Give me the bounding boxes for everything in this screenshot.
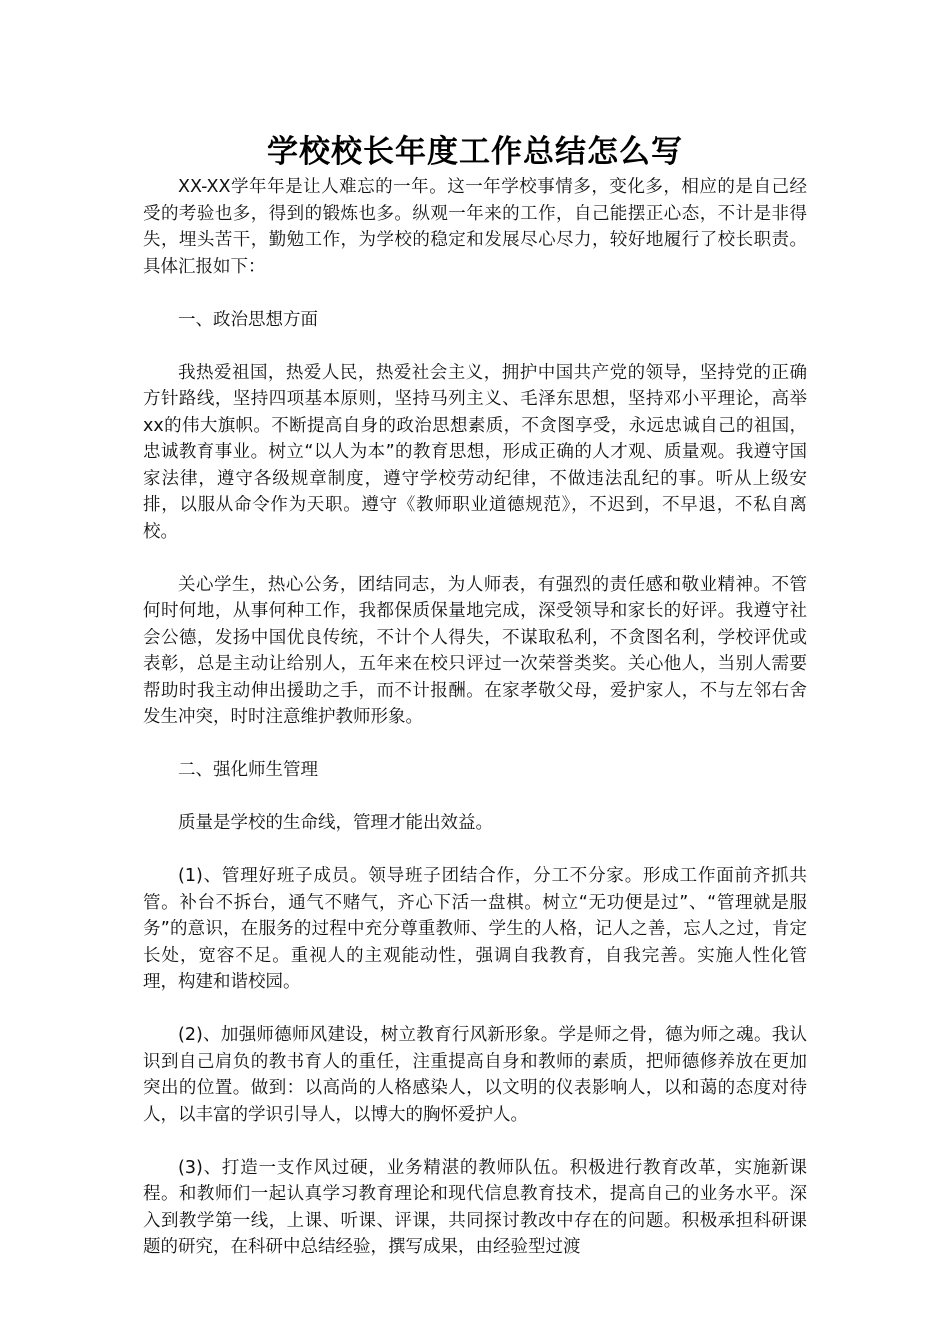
intro-paragraph: XX-XX学年年是让人难忘的一年。这一年学校事情多，变化多，相应的是自己经受的考验也多，得到的锻炼也多。纵观一年来的工作，自己能摆正心态，不计是非得失，埋头苦干，勤勉工作，为学校的稳定和发展尽心尽力，较好地履行了校长职责。具体汇报如下： bbox=[143, 177, 807, 277]
paragraph-spacer bbox=[143, 333, 807, 360]
document-body bbox=[143, 174, 807, 1261]
management-item-2: (2)、加强师德师风建设，树立教育行风新形象。学是师之骨，德为师之魂。我认识到自己肩负的教书育人的重任，注重提高自身和教师的素质，把师德修养放在更加突出的位置。做到：以高尚的人格感染人，以文明的仪表影响人，以和蔼的态度对待人，以丰富的学识引导人，以博大的胸怀爱护人。 bbox=[143, 1025, 807, 1125]
document-title: 学校校长年度工作总结怎么写 bbox=[267, 134, 683, 170]
paragraph-spacer bbox=[143, 1128, 807, 1155]
management-item-1: (1)、管理好班子成员。领导班子团结合作，分工不分家。形成工作面前齐抓共管。补台不拆台，通气不赌气，齐心下活一盘棋。树立“无功便是过”、“管理就是服务”的意识，在服务的过程中充分尊重教师、学生的人格，记人之善，忘人之过，肯定长处，宽容不足。重视人的主观能动性，强调自我教育，自我完善。实施人性化管理，构建和谐校园。 bbox=[143, 866, 807, 992]
section-heading-politics: 一、政治思想方面 bbox=[178, 309, 318, 330]
section-heading-management: 二、强化师生管理 bbox=[178, 760, 318, 780]
paragraph-spacer bbox=[143, 731, 807, 758]
management-intro-paragraph: 质量是学校的生命线，管理才能出效益。 bbox=[178, 813, 493, 833]
paragraph-spacer bbox=[143, 784, 807, 811]
paragraph-spacer bbox=[143, 280, 807, 307]
paragraph-spacer bbox=[143, 545, 807, 572]
paragraph-spacer bbox=[143, 837, 807, 864]
management-item-3: (3)、打造一支作风过硬，业务精湛的教师队伍。积极进行教育改革，实施新课程。和教师们一起认真学习教育理论和现代信息教育技术，提高自己的业务水平。深入到教学第一线，上课、听课、评课，共同探讨教改中存在的问题。积极承担科研课题的研究，在科研中总结经验，撰写成果，由经验型过渡 bbox=[143, 1157, 807, 1257]
politics-paragraph-2: 关心学生，热心公务，团结同志，为人师表，有强烈的责任感和敬业精神。不管何时何地，从事何种工作，我都保质保量地完成，深受领导和家长的好评。我遵守社会公德，发扬中国优良传统，不计个人得失，不谋取私利，不贪图名利，学校评优或表彰，总是主动让给别人，五年来在校只评过一次荣誉类奖。关心他人，当别人需要帮助时我主动伸出援助之手，而不计报酬。在家孝敬父母，爱护家人，不与左邻右舍发生冲突，时时注意维护教师形象。 bbox=[143, 574, 807, 727]
politics-paragraph-1: 我热爱祖国，热爱人民，热爱社会主义，拥护中国共产党的领导，坚持党的正确方针路线，坚持四项基本原则，坚持马列主义、毛泽东思想，坚持邓小平理论，高举xx的伟大旗帜。不断提高自身的政治思想素质，不贪图享受，永远忠诚自己的祖国，忠诚教育事业。树立“以人为本”的教育思想，形成正确的人才观、质量观。我遵守国家法律，遵守各级规章制度，遵守学校劳动纪律，不做违法乱纪的事。听从上级安排，以服从命令作为天职。遵守《教师职业道德规范》，不迟到，不早退，不私自离校。 bbox=[143, 362, 807, 542]
paragraph-spacer bbox=[143, 996, 807, 1023]
